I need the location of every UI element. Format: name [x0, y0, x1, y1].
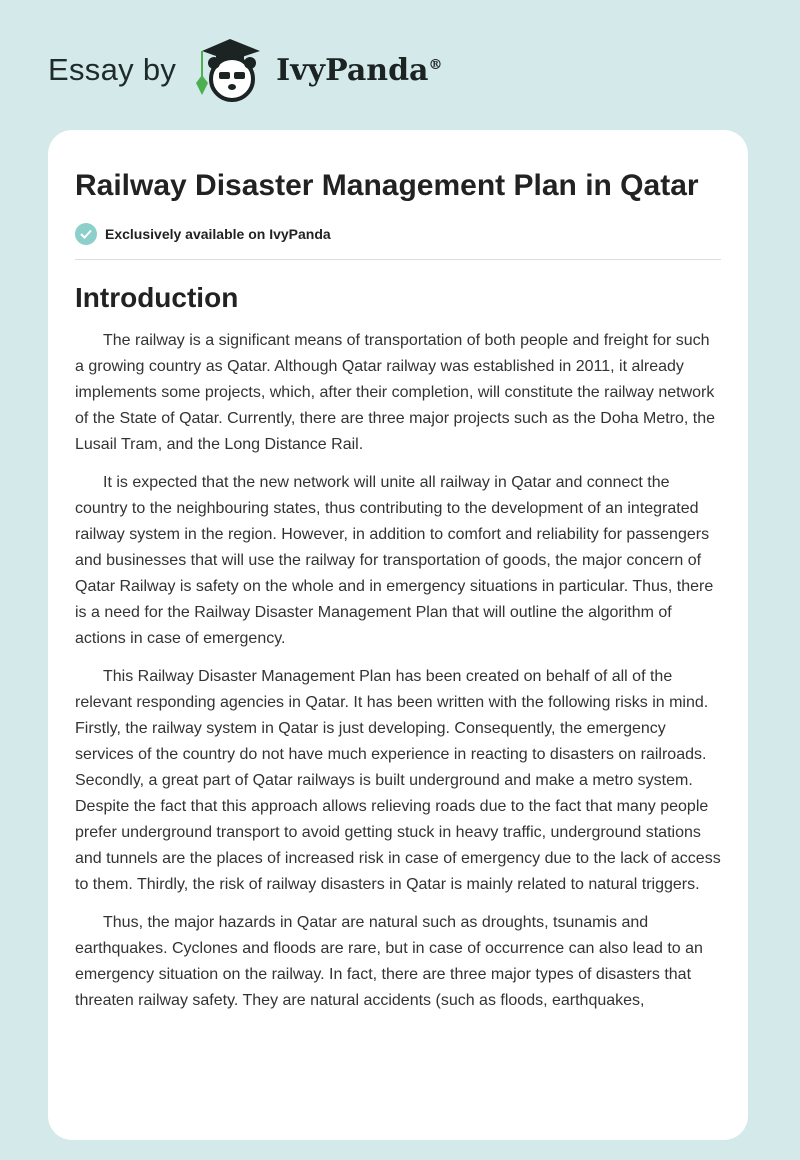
exclusive-badge [75, 223, 721, 245]
essay-card [48, 130, 748, 1140]
paragraph: The railway is a significant means of transportation of both people and freight for such a growing country as Qatar. Although Qatar railway was established in 2011, it already implements some projects, which, after their completion, will constitute the railway network of the State of Qatar. Currently, there are three major projects such as the Doha Metro, the Lusail Tram, and the Long Distance Rail. [75, 332, 716, 453]
paragraph: It is expected that the new network will unite all railway in Qatar and connect the country to the neighbouring states, thus contributing to the development of an integrated railway system in the region. However, in addition to comfort and reliability for passengers and businesses that will use the railway for transportation of goods, the major concern of Qatar Railway is safety on the whole and in emergency situations in particular. Thus, there is a need for the Railway Disaster Management Plan that will outline the algorithm of actions in case of emergency. [75, 474, 714, 647]
check-icon [75, 223, 97, 245]
paragraph: This Railway Disaster Management Plan has been created on behalf of all of the relevant responding agencies in Qatar. It has been written with the following risks in mind. Firstly, the railway system in Qatar is just developing. Consequently, the emergency services of the country do not have much experience in reacting to disasters on railroads. Secondly, a great part of Qatar railways is built underground and make a metro system. Despite the fact that this approach allows relieving roads due to the fact that many people prefer underground transport to avoid getting stuck in heavy traffic, underground stations and tunnels are the places of increased risk in case of emergency due to the lack of access to them. Thirdly, the risk of railway disasters in Qatar is mainly related to natural triggers. [75, 668, 721, 893]
exclusive-text: Exclusively available on IvyPanda [105, 226, 331, 242]
essay-by-label: Essay by [48, 52, 177, 87]
essay-title: Railway Disaster Management Plan in Qatar [75, 169, 699, 202]
divider [75, 259, 721, 260]
brand-name[interactable] [276, 53, 442, 88]
panda-logo-icon[interactable] [194, 37, 266, 103]
paragraph: Thus, the major hazards in Qatar are natural such as droughts, tsunamis and earthquakes. Cyclones and floods are rare, but in case of occurrence can also lead to an emergency situation on the railway. In fact, there are three major types of disasters that threaten railway safety. They are natural accidents (such as floods, earthquakes, [75, 914, 703, 1009]
site-header [48, 30, 443, 110]
registered-mark: ® [428, 56, 443, 73]
section-heading: Introduction [75, 282, 239, 313]
brand-text: IvyPanda [276, 52, 429, 88]
